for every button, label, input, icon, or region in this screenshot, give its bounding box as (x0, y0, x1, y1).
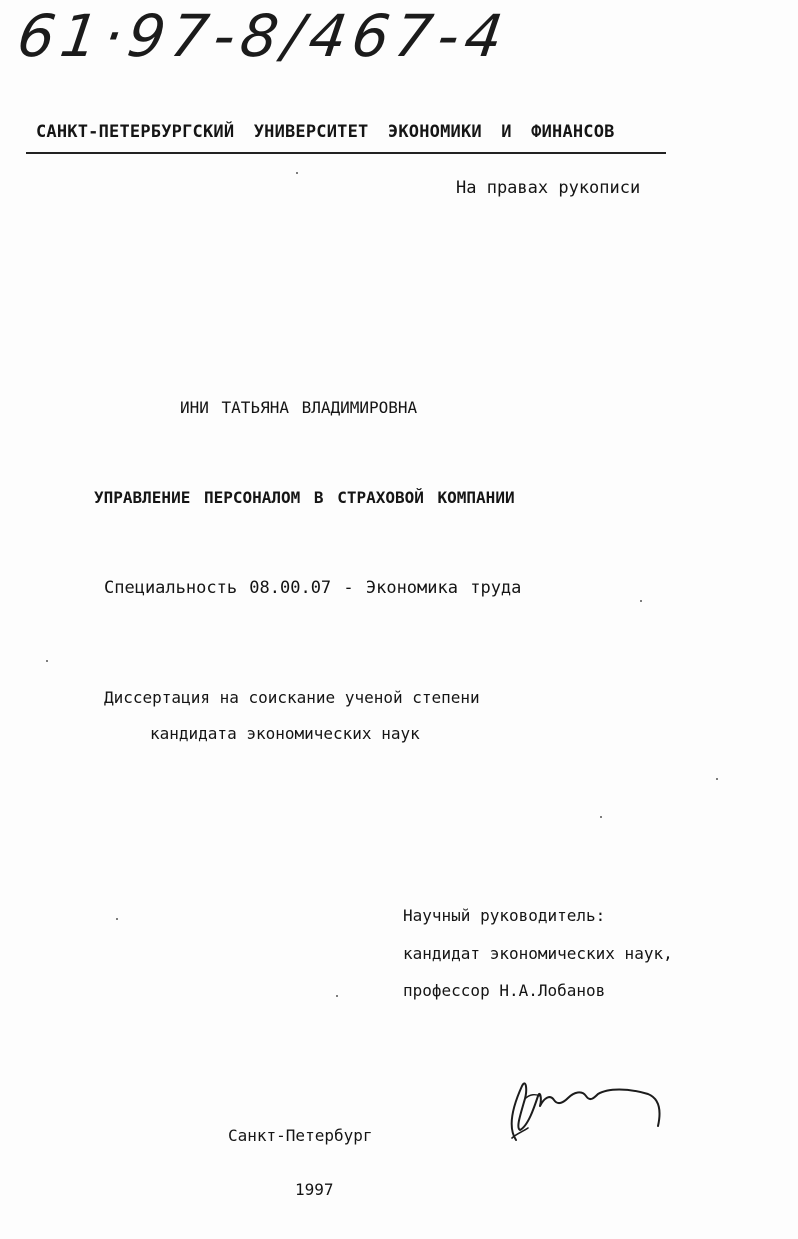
scan-speck (336, 995, 338, 997)
supervisor-heading: Научный руководитель: (403, 906, 606, 925)
dissertation-title: УПРАВЛЕНИЕ ПЕРСОНАЛОМ В СТРАХОВОЙ КОМПАНИИ (94, 488, 515, 507)
scan-speck (46, 660, 48, 662)
header-rule (26, 152, 666, 154)
supervisor-name: профессор Н.А.Лобанов (403, 981, 606, 1000)
handwritten-signature (498, 1068, 668, 1148)
degree-line-2: кандидата экономических наук (150, 724, 420, 743)
scan-speck (600, 816, 602, 818)
scan-speck (716, 778, 718, 780)
author-name: ИНИ ТАТЬЯНА ВЛАДИМИРОВНА (180, 398, 418, 417)
scan-speck (116, 918, 118, 920)
scan-speck (640, 600, 642, 602)
handwritten-archive-code: 61·97-8/467-4 (13, 2, 513, 70)
year: 1997 (295, 1180, 334, 1199)
supervisor-degree: кандидат экономических наук, (403, 944, 673, 963)
scan-speck (296, 172, 298, 174)
specialty-line: Специальность 08.00.07 - Экономика труда (104, 578, 522, 598)
city: Санкт-Петербург (228, 1126, 373, 1145)
university-name: САНКТ-ПЕТЕРБУРГСКИЙ УНИВЕРСИТЕТ ЭКОНОМИКИ И ФИНАНСОВ (36, 122, 615, 142)
degree-line-1: Диссертация на соискание ученой степени (104, 688, 480, 707)
manuscript-note: На правах рукописи (456, 178, 641, 198)
